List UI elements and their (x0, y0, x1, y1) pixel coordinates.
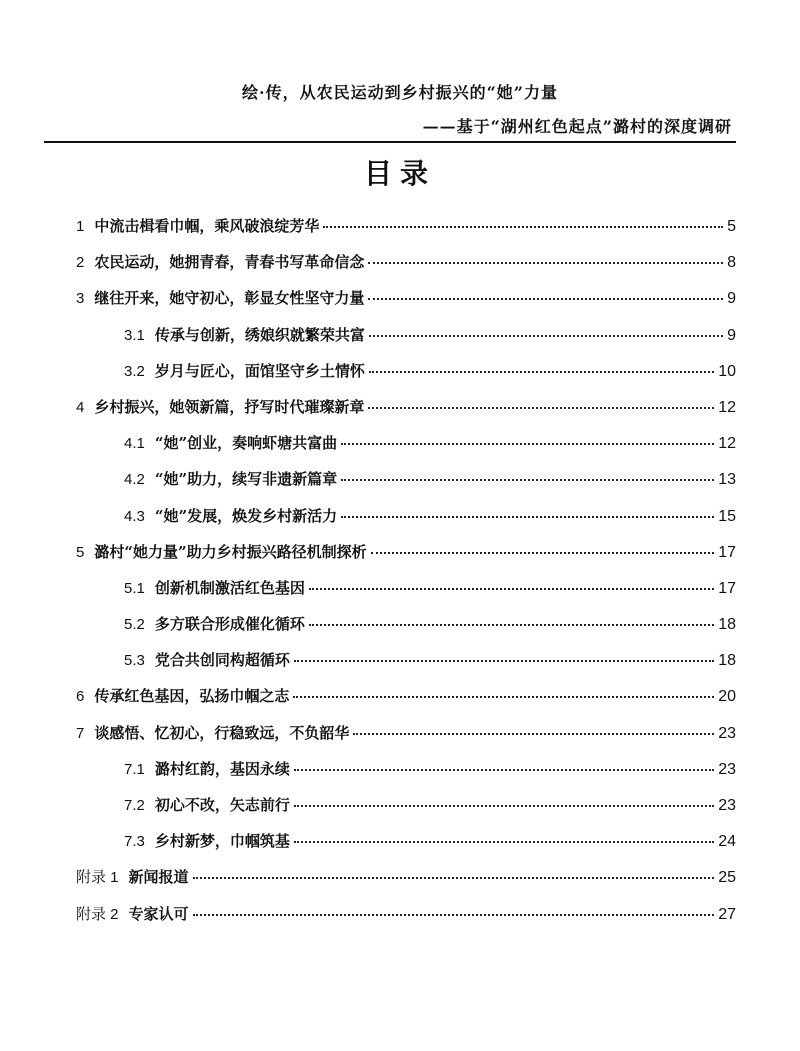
toc-page-number: 20 (718, 688, 736, 706)
toc-entry[interactable] (76, 360, 736, 396)
toc-dot-leader (368, 262, 723, 264)
toc-dot-leader (353, 733, 714, 735)
toc-entry[interactable] (76, 722, 736, 758)
toc-page-number: 9 (727, 326, 736, 344)
toc-page-number: 12 (718, 435, 736, 453)
toc-dot-leader (368, 298, 723, 300)
toc-entry-title: 初心不改，矢志前行 (154, 796, 290, 814)
toc-title: 目录 (363, 157, 436, 190)
toc-entry-title: 传承红色基因，弘扬巾帼之志 (94, 687, 290, 706)
toc-page-number: 25 (718, 869, 736, 887)
toc-entry-title: “她”助力，续写非遗新篇章 (154, 470, 338, 489)
toc-entry[interactable] (76, 685, 736, 721)
toc-dot-leader (341, 479, 714, 481)
toc-dot-leader (294, 841, 714, 843)
toc-dot-leader (294, 769, 714, 771)
toc-page-number: 15 (718, 507, 736, 525)
toc-entry-number: 2 (76, 254, 85, 272)
toc-dot-leader (294, 805, 714, 807)
toc-dot-leader (369, 335, 723, 337)
toc-entry-title: 创新机制激活红色基因 (154, 578, 305, 597)
toc-entry[interactable] (76, 468, 736, 504)
toc-entry-title: 岁月与匠心，面馆坚守乡土情怀 (154, 361, 365, 380)
toc-entry[interactable] (76, 649, 736, 685)
toc-entry[interactable] (76, 215, 736, 251)
toc-entry[interactable] (76, 577, 736, 613)
toc-entry-number: 5.3 (124, 652, 145, 670)
table-of-contents (76, 215, 736, 939)
toc-page-number: 23 (718, 724, 736, 742)
toc-entry[interactable] (76, 324, 736, 360)
toc-page-number: 17 (718, 543, 736, 561)
toc-entry-number: 附录 1 (76, 869, 119, 887)
toc-dot-leader (323, 226, 723, 228)
toc-entry-number: 5.1 (124, 579, 145, 597)
toc-entry[interactable] (76, 396, 736, 432)
toc-entry-number: 3.2 (124, 362, 145, 380)
toc-entry[interactable] (76, 866, 736, 902)
toc-page-number: 18 (718, 616, 736, 634)
toc-page-number: 23 (718, 760, 736, 778)
toc-entry-number: 4.2 (124, 471, 145, 489)
toc-entry-title: 潞村“她力量”助力乡村振兴路径机制探析 (94, 542, 367, 561)
toc-entry-number: 5 (76, 543, 85, 561)
toc-dot-leader (371, 552, 715, 554)
toc-page-number: 8 (727, 254, 736, 272)
toc-entry[interactable] (76, 287, 736, 323)
toc-entry-number: 3.1 (124, 326, 145, 344)
toc-dot-leader (293, 696, 714, 698)
toc-entry-number: 5.2 (124, 616, 145, 634)
running-header-subtitle: ——基于“湖州红色起点”潞村的深度调研 (422, 117, 732, 136)
toc-page-number: 27 (718, 905, 736, 923)
toc-entry[interactable] (76, 903, 736, 939)
toc-page-number: 5 (727, 218, 736, 235)
toc-page-number: 13 (718, 471, 736, 489)
toc-page-number: 9 (727, 290, 736, 308)
running-header-title: 绘·传，从农民运动到乡村振兴的“她”力量 (242, 83, 558, 102)
toc-dot-leader (309, 624, 714, 626)
toc-entry-title: 农民运动，她拥青春，青春书写革命信念 (94, 253, 365, 272)
toc-entry-number: 7.1 (124, 760, 145, 778)
toc-dot-leader (341, 443, 714, 445)
toc-entry-number: 6 (76, 688, 85, 706)
toc-entry[interactable] (76, 830, 736, 866)
toc-entry-title: “她”创业，奏响虾塘共富曲 (154, 434, 338, 453)
toc-entry-number: 7.3 (124, 833, 145, 851)
toc-entry-title: 党合共创同构超循环 (154, 651, 290, 670)
toc-entry-title: 谈感悟、忆初心，行稳致远，不负韶华 (94, 723, 350, 742)
toc-entry-number: 7.2 (124, 797, 145, 814)
toc-entry-number: 4.3 (124, 507, 145, 525)
toc-dot-leader (193, 877, 715, 879)
toc-entry-title: “她”发展，焕发乡村新活力 (154, 506, 338, 525)
toc-entry[interactable] (76, 794, 736, 830)
toc-entry-number: 1 (76, 218, 85, 235)
toc-entry-title: 乡村振兴，她领新篇，抒写时代璀璨新章 (94, 397, 365, 416)
toc-entry-number: 4.1 (124, 435, 145, 453)
header-divider (44, 141, 736, 143)
toc-dot-leader (368, 407, 714, 409)
toc-entry-number: 3 (76, 290, 85, 308)
toc-entry[interactable] (76, 432, 736, 468)
toc-dot-leader (369, 371, 714, 373)
toc-entry-title: 乡村新梦，巾帼筑基 (154, 832, 290, 851)
toc-page-number: 24 (718, 833, 736, 851)
toc-page-number: 10 (718, 362, 736, 380)
toc-entry[interactable] (76, 758, 736, 794)
toc-entry-number: 4 (76, 398, 85, 416)
toc-entry-title: 专家认可 (128, 904, 189, 923)
toc-page-number: 12 (718, 398, 736, 416)
toc-entry-number: 附录 2 (76, 905, 119, 923)
toc-dot-leader (309, 588, 714, 590)
toc-dot-leader (193, 914, 715, 916)
toc-entry-title: 继往开来，她守初心，彰显女性坚守力量 (94, 289, 365, 308)
toc-page-number: 18 (718, 652, 736, 670)
toc-dot-leader (294, 660, 714, 662)
toc-entry-title: 潞村红韵，基因永续 (154, 759, 290, 778)
toc-entry-number: 7 (76, 724, 85, 742)
toc-page-number: 17 (718, 579, 736, 597)
toc-entry-title: 中流击楫看巾帼，乘风破浪绽芳华 (94, 217, 320, 235)
toc-entry-title: 新闻报道 (128, 868, 189, 887)
toc-dot-leader (341, 516, 714, 518)
toc-entry[interactable] (76, 541, 736, 577)
toc-entry-title: 传承与创新，绣娘织就繁荣共富 (154, 325, 365, 344)
toc-entry[interactable] (76, 505, 736, 541)
toc-entry[interactable] (76, 251, 736, 287)
toc-entry[interactable] (76, 613, 736, 649)
toc-entry-title: 多方联合形成催化循环 (154, 615, 305, 634)
toc-page-number: 23 (718, 797, 736, 814)
